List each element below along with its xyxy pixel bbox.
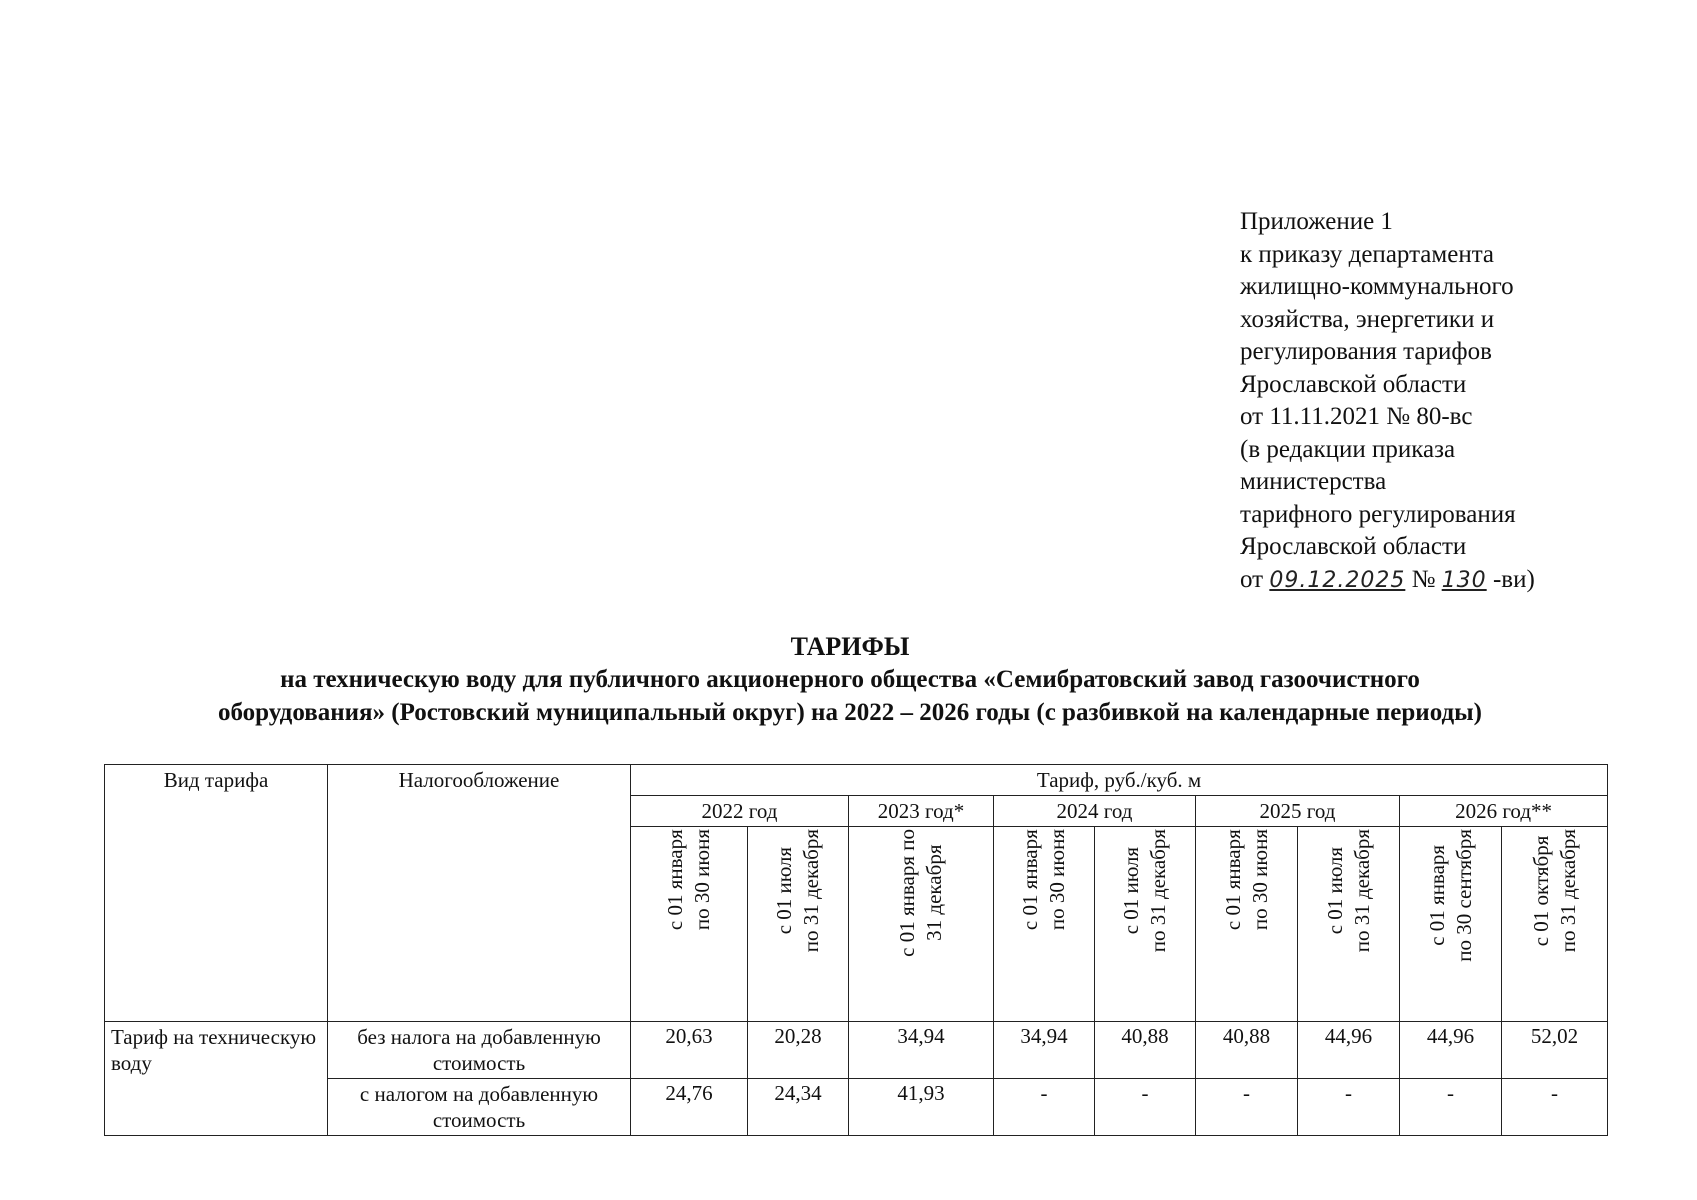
value-cell: -: [1502, 1079, 1608, 1136]
appendix-line: хозяйства, энергетики и: [1240, 305, 1495, 333]
appendix-line: от 11.11.2021 № 80-вс: [1240, 403, 1473, 430]
value-cell: -: [994, 1079, 1095, 1136]
document-title: [100, 630, 1600, 729]
value-cell: 41,93: [849, 1079, 994, 1136]
value-cell: 34,94: [994, 1022, 1095, 1079]
period-label: с 01 января по 30 июня: [1220, 829, 1272, 931]
header-tariff-unit: Тариф, руб./куб. м: [631, 765, 1608, 796]
value-cell: 34,94: [849, 1022, 994, 1079]
value-cell: 40,88: [1095, 1022, 1196, 1079]
header-period: [1298, 827, 1400, 1022]
appendix-line: Ярославской области: [1240, 533, 1467, 560]
appendix-line: регулирования тарифов: [1240, 338, 1492, 365]
value-cell: 44,96: [1298, 1022, 1400, 1079]
tariff-kind-cell: Тариф на техническую воду: [105, 1022, 328, 1136]
header-taxation: Налогообложение: [328, 765, 631, 1022]
header-period: [631, 827, 748, 1022]
header-year: 2024 год: [994, 796, 1196, 827]
value-cell: 20,63: [631, 1022, 748, 1079]
tariff-table: [104, 764, 1608, 1136]
header-period: [1502, 827, 1608, 1022]
header-period: [1196, 827, 1298, 1022]
order-prefix: от: [1240, 565, 1270, 593]
appendix-line: (в редакции приказа: [1240, 435, 1456, 463]
header-period: [1400, 827, 1502, 1022]
header-period: [849, 827, 994, 1022]
value-cell: -: [1196, 1079, 1298, 1136]
value-cell: 40,88: [1196, 1022, 1298, 1079]
title-line-1: на техническую воду для публичного акционерного общества «Семибратовский завод газоочистного: [280, 666, 1420, 693]
appendix-order-line: [1240, 564, 1680, 598]
header-year: 2022 год: [631, 796, 849, 827]
taxation-cell: с налогом на добавленную стоимость: [328, 1079, 631, 1136]
header-tariff-kind: Вид тарифа: [105, 765, 328, 1022]
period-label: с 01 января по 30 сентября: [1424, 829, 1476, 962]
number-sign: №: [1405, 565, 1442, 593]
value-cell: 44,96: [1400, 1022, 1502, 1079]
value-cell: 24,76: [631, 1079, 748, 1136]
period-label: с 01 января по 30 июня: [663, 829, 714, 931]
value-cell: -: [1095, 1079, 1196, 1136]
appendix-line: к приказу департамента: [1240, 240, 1495, 268]
handwritten-number: 130: [1441, 567, 1487, 593]
header-year: 2023 год*: [849, 796, 994, 827]
period-label: с 01 января по 31 декабря: [895, 829, 946, 957]
appendix-line: жилищно-коммунального: [1240, 273, 1514, 300]
value-cell: 20,28: [748, 1022, 849, 1079]
header-year: 2025 год: [1196, 796, 1400, 827]
value-cell: -: [1400, 1079, 1502, 1136]
table-row: [105, 1022, 1608, 1079]
appendix-line: тарифного регулирования: [1240, 500, 1516, 528]
header-period: [1095, 827, 1196, 1022]
value-cell: -: [1298, 1079, 1400, 1136]
taxation-cell: без налога на добавленную стоимость: [328, 1022, 631, 1079]
value-cell: 24,34: [748, 1079, 849, 1136]
header-row-1: [105, 765, 1608, 796]
period-label: с 01 июля по 31 декабря: [772, 829, 823, 953]
period-label: с 01 июля по 31 декабря: [1322, 829, 1374, 953]
value-cell: 52,02: [1502, 1022, 1608, 1079]
title-main: ТАРИФЫ: [790, 632, 910, 661]
title-line-2: оборудования» (Ростовский муниципальный округ) на 2022 – 2026 годы (с разбивкой на календарные периоды): [218, 699, 1482, 726]
order-suffix: -ви): [1486, 565, 1535, 593]
header-period: [748, 827, 849, 1022]
handwritten-date: 09.12.2025: [1269, 567, 1406, 593]
header-year: 2026 год**: [1400, 796, 1608, 827]
period-label: с 01 октября по 31 декабря: [1528, 829, 1580, 953]
appendix-line: Ярославской области: [1240, 370, 1467, 398]
period-label: с 01 июля по 31 декабря: [1119, 829, 1170, 953]
appendix-line: министерства: [1240, 468, 1387, 495]
header-period: [994, 827, 1095, 1022]
appendix-block: [1240, 206, 1680, 597]
table-row: [105, 1079, 1608, 1136]
appendix-line: Приложение 1: [1240, 208, 1393, 235]
period-label: с 01 января по 30 июня: [1018, 829, 1069, 931]
